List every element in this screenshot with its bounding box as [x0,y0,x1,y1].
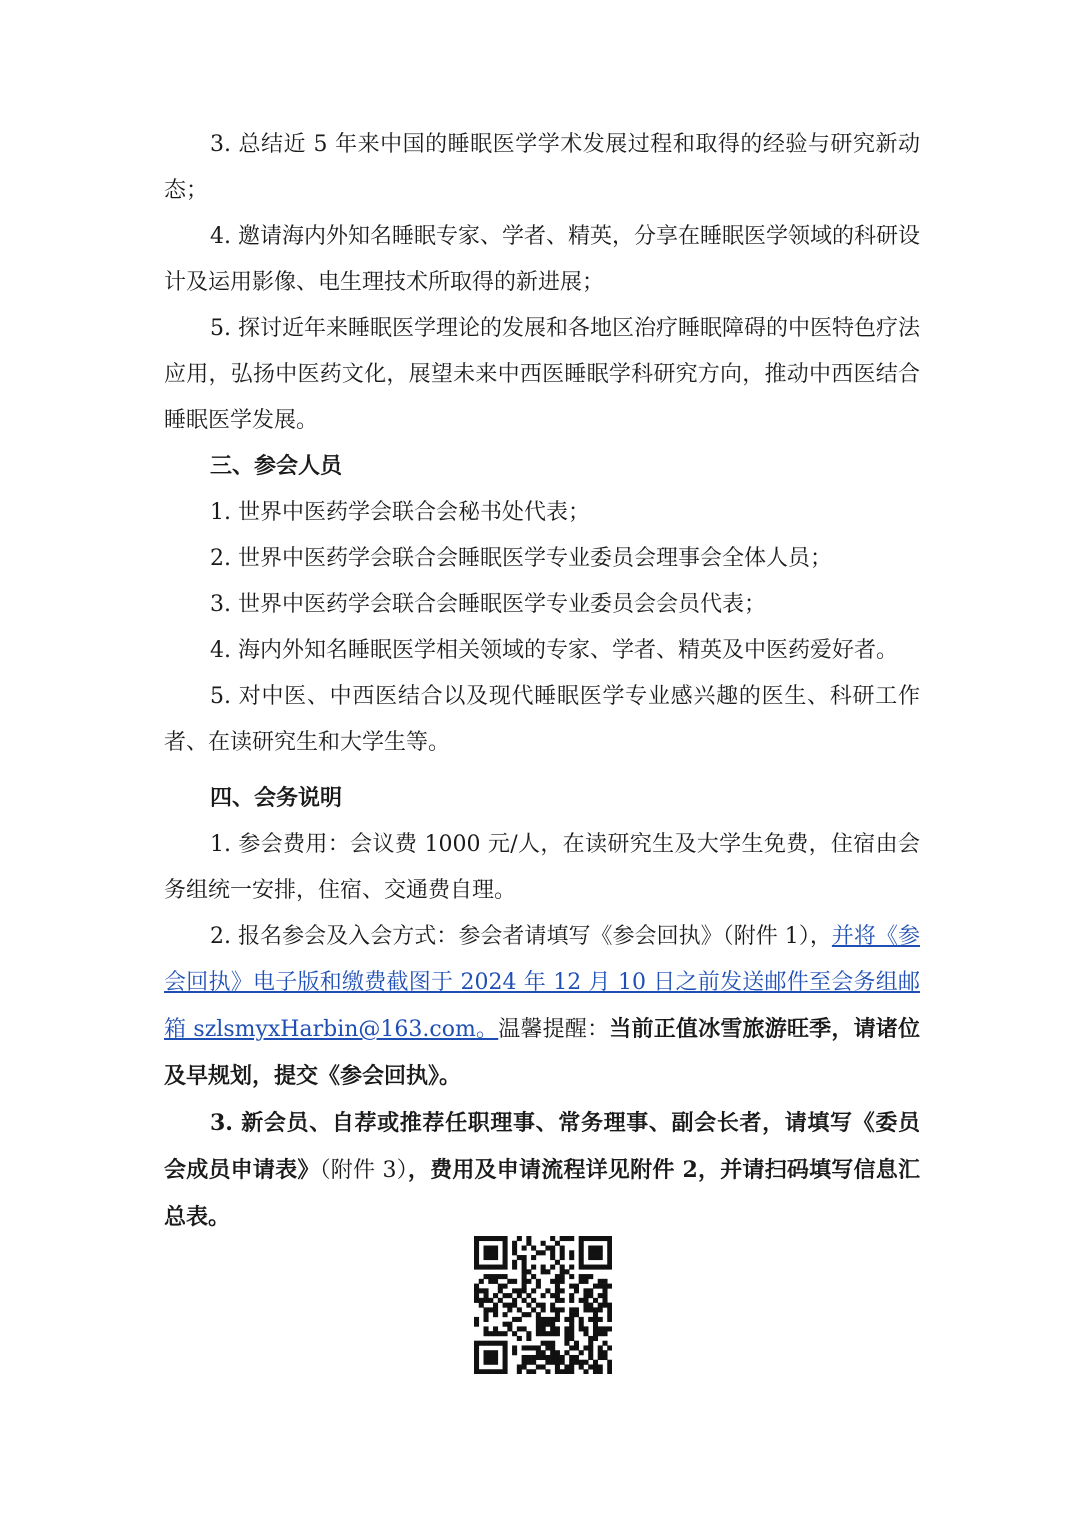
reminder-text: 当前正值冰雪旅游旺季，请诸位及早规划，提交《参会回执》。 [164,1016,920,1089]
qr-code-graphic [474,1236,612,1374]
affairs-item-3 [164,1100,920,1241]
affairs-heading: 四、会务说明 [210,786,343,811]
email-submission-link[interactable]: 并将《参会回执》电子版和缴费截图于 2024 年 12 月 10 日之前发送邮件至会务组邮箱 szlsmyxHarbin@163.com。 [164,924,920,1042]
reminder-label: 温馨提醒： [498,1017,610,1042]
participants-item-3: 3. 世界中医药学会联合会睡眠医学专业委员会会员代表； [210,592,766,617]
purpose-item-4: 4. 邀请海内外知名睡眠专家、学者、精英，分享在睡眠医学领域的科研设计及运用影像、电生理技术所取得的新进展； [164,224,920,295]
affairs-item-3-part3: ，费用及申请流程详见附件 2，并请扫码填写信息汇总表。 [164,1157,920,1230]
participants-item-4: 4. 海内外知名睡眠医学相关领域的专家、学者、精英及中医药爱好者。 [210,638,898,663]
affairs-item-3-part2: （附件 3） [319,1158,408,1183]
participants-item-5: 5. 对中医、中西医结合以及现代睡眠医学专业感兴趣的医生、科研工作者、在读研究生和大学生等。 [164,684,920,755]
participants-item-2: 2. 世界中医药学会联合会睡眠医学专业委员会理事会全体人员； [210,546,832,571]
affairs-item-1: 1. 参会费用：会议费 1000 元/人，在读研究生及大学生免费，住宿由会务组统一安排，住宿、交通费自理。 [164,832,920,903]
affairs-item-2 [164,914,920,1100]
participants-item-1: 1. 世界中医药学会联合会秘书处代表； [210,500,590,525]
purpose-item-3: 3. 总结近 5 年来中国的睡眠医学学术发展过程和取得的经验与研究新动态； [164,132,920,203]
section-gap [164,766,920,776]
document-body [164,122,920,1241]
affairs-item-2-prefix: 2. 报名参会及入会方式：参会者请填写《参会回执》（附件 1）， [210,924,832,949]
affairs-item-3-part1: 3. 新会员、自荐或推荐任职理事、常务理事、副会长者，请填写《委员会成员申请表》 [164,1110,920,1183]
purpose-item-5: 5. 探讨近年来睡眠医学理论的发展和各地区治疗睡眠障碍的中医特色疗法应用，弘扬中医药文化，展望未来中西医睡眠学科研究方向，推动中西医结合睡眠医学发展。 [164,316,920,433]
participants-heading: 三、参会人员 [210,454,343,479]
qr-code-icon[interactable] [474,1236,612,1374]
